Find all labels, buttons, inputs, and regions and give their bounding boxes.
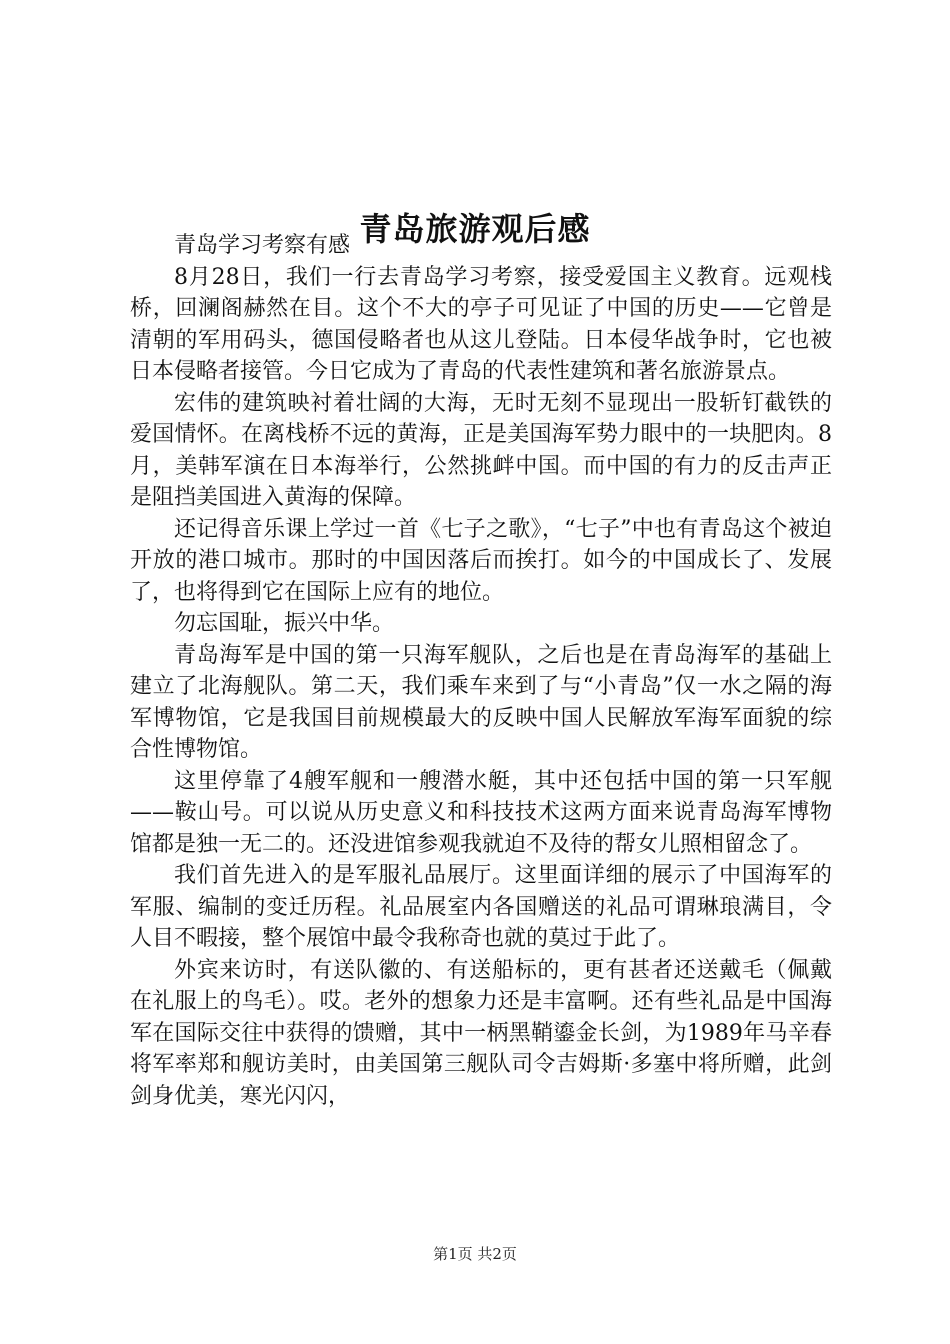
document-body	[130, 230, 832, 1112]
paragraph: 宏伟的建筑映衬着壮阔的大海，无时无刻不显现出一股斩钉截铁的爱国情怀。在离栈桥不远的黄海，正是美国海军势力眼中的一块肥肉。8月，美韩军演在日本海举行，公然挑衅中国。而中国的有力的反击声正是阻挡美国进入黄海的保障。	[130, 390, 832, 510]
paragraph: 青岛海军是中国的第一只海军舰队，之后也是在青岛海军的基础上建立了北海舰队。第二天，我们乘车来到了与“小青岛”仅一水之隔的海军博物馆，它是我国目前规模最大的反映中国人民解放军海军面貌的综合性博物馆。	[130, 642, 832, 762]
paragraph-subtitle: 青岛学习考察有感	[174, 233, 351, 258]
paragraph: 8月28日，我们一行去青岛学习考察，接受爱国主义教育。远观栈桥，回澜阁赫然在目。这个不大的亭子可见证了中国的历史——它曾是清朝的军用码头，德国侵略者也从这儿登陆。日本侵华战争时，它也被日本侵略者接管。今日它成为了青岛的代表性建筑和著名旅游景点。	[130, 264, 832, 384]
paragraph: 外宾来访时，有送队徽的、有送船标的，更有甚者还送戴毛（佩戴在礼服上的鸟毛）。哎。老外的想象力还是丰富啊。还有些礼品是中国海军在国际交往中获得的馈赠，其中一柄黑鞘鎏金长剑，为1989年马辛春将军率郑和舰访美时，由美国第三舰队司令吉姆斯·多塞中将所赠，此剑剑身优美，寒光闪闪，	[130, 957, 832, 1109]
paragraph: 勿忘国耻，振兴中华。	[174, 611, 395, 636]
paragraph: 这里停靠了4艘军舰和一艘潜水艇，其中还包括中国的第一只军舰——鞍山号。可以说从历史意义和科技技术这两方面来说青岛海军博物馆都是独一无二的。还没进馆参观我就迫不及待的帮女儿照相留念了。	[130, 768, 832, 857]
paragraph: 还记得音乐课上学过一首《七子之歌》，“七子”中也有青岛这个被迫开放的港口城市。那时的中国因落后而挨打。如今的中国成长了、发展了，也将得到它在国际上应有的地位。	[130, 516, 832, 605]
paragraph: 我们首先进入的是军服礼品展厅。这里面详细的展示了中国海军的军服、编制的变迁历程。礼品展室内各国赠送的礼品可谓琳琅满目，令人目不暇接，整个展馆中最令我称奇也就的莫过于此了。	[130, 863, 832, 951]
page-footer: 第1页 共2页	[433, 1245, 517, 1263]
document-title: 青岛旅游观后感	[359, 210, 591, 249]
